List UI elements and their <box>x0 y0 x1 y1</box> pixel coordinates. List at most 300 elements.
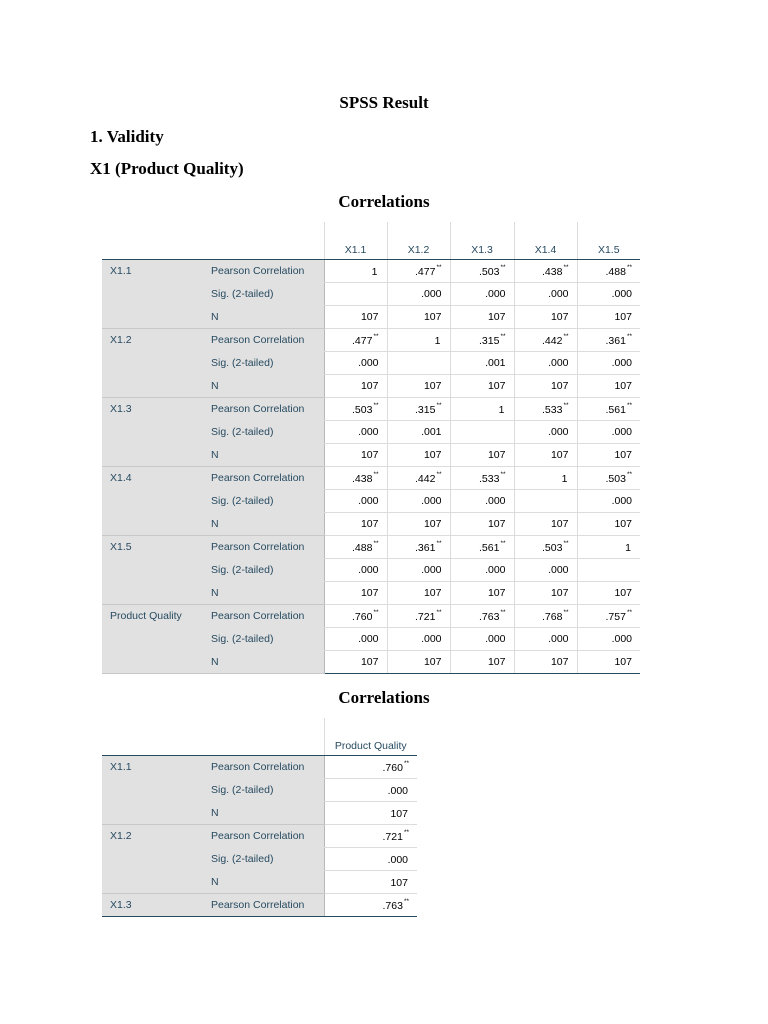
cell-value: .315 <box>415 404 436 416</box>
significance-marker: ** <box>436 402 442 409</box>
cell-value: .000 <box>548 564 569 576</box>
table-cell <box>577 352 640 375</box>
significance-marker: ** <box>500 609 506 616</box>
column-header: X1.3 <box>450 222 514 260</box>
cell-value: .438 <box>542 266 563 278</box>
cell-value: .760 <box>352 611 373 623</box>
significance-marker: ** <box>500 264 506 271</box>
table-cell <box>324 605 387 628</box>
cell-value: 107 <box>360 311 379 323</box>
significance-marker: ** <box>500 333 506 340</box>
table-row <box>102 605 640 628</box>
table-cell <box>577 283 640 306</box>
cell-value: 107 <box>614 311 632 323</box>
table-row <box>102 444 640 467</box>
table-row <box>102 756 417 779</box>
cell-value: 107 <box>614 449 632 461</box>
cell-value: .533 <box>542 404 563 416</box>
table-row <box>102 260 640 283</box>
cell-value: 107 <box>423 380 442 392</box>
cell-value: .503 <box>479 266 500 278</box>
table2-title: Correlations <box>338 688 430 707</box>
table-cell <box>577 306 640 329</box>
cell-value: .361 <box>605 335 626 347</box>
table-row <box>102 651 640 674</box>
cell-value: .442 <box>542 335 563 347</box>
significance-marker: ** <box>436 471 442 478</box>
cell-value: 107 <box>550 449 569 461</box>
cell-value: 107 <box>614 380 632 392</box>
significance-marker: ** <box>373 333 379 340</box>
cell-value: .768 <box>542 611 563 623</box>
table-cell <box>387 306 450 329</box>
table-cell <box>324 871 417 894</box>
column-header: Product Quality <box>324 718 417 756</box>
table-cell <box>324 375 387 398</box>
cell-value: .477 <box>415 266 436 278</box>
significance-marker: ** <box>403 829 409 836</box>
cell-value: 107 <box>423 656 442 668</box>
statistic-label: N <box>203 444 324 467</box>
cell-value: .000 <box>421 495 442 507</box>
table-cell <box>450 375 514 398</box>
table-cell <box>450 651 514 674</box>
section-heading: 1. Validity <box>90 127 164 146</box>
cell-value: .503 <box>605 473 626 485</box>
table-row <box>102 329 640 352</box>
significance-marker: ** <box>626 333 632 340</box>
significance-marker: ** <box>626 264 632 271</box>
cell-value: .000 <box>358 495 379 507</box>
cell-value: .503 <box>352 404 373 416</box>
row-group-label <box>102 848 203 871</box>
statistic-label: Sig. (2-tailed) <box>203 559 324 582</box>
significance-marker: ** <box>563 609 569 616</box>
table-cell <box>324 329 387 352</box>
table-cell <box>514 559 577 582</box>
table-cell <box>387 421 450 444</box>
table-cell <box>450 490 514 513</box>
table-cell <box>514 490 577 513</box>
table-cell <box>387 375 450 398</box>
cell-value: 107 <box>360 587 379 599</box>
cell-value: .561 <box>605 404 626 416</box>
table-cell <box>577 513 640 536</box>
significance-marker: ** <box>563 540 569 547</box>
table-cell <box>450 559 514 582</box>
table-cell <box>450 283 514 306</box>
table-cell <box>450 352 514 375</box>
row-group-label <box>102 352 203 375</box>
statistic-label: Sig. (2-tailed) <box>203 352 324 375</box>
cell-value: .488 <box>352 542 373 554</box>
table-cell <box>387 582 450 605</box>
row-group-label: X1.1 <box>102 756 203 779</box>
cell-value: .503 <box>542 542 563 554</box>
cell-value: 107 <box>360 656 379 668</box>
cell-value: 107 <box>550 587 569 599</box>
page-title: SPSS Result <box>339 93 429 112</box>
table-cell <box>324 444 387 467</box>
table-cell <box>387 513 450 536</box>
table-cell <box>387 605 450 628</box>
table-cell <box>324 582 387 605</box>
table-cell <box>450 513 514 536</box>
table-row <box>102 375 640 398</box>
cell-value: 107 <box>423 518 442 530</box>
cell-value: .000 <box>485 564 506 576</box>
statistic-label: Pearson Correlation <box>203 398 324 421</box>
table-cell <box>577 490 640 513</box>
cell-value: 1 <box>371 266 378 278</box>
cell-value: 107 <box>423 587 442 599</box>
table-cell <box>514 329 577 352</box>
table-cell <box>324 283 387 306</box>
cell-value: .000 <box>485 495 506 507</box>
table-row <box>102 582 640 605</box>
table-corner <box>102 222 203 260</box>
table-cell <box>387 628 450 651</box>
table-cell <box>324 513 387 536</box>
cell-value: 107 <box>487 449 506 461</box>
table-row <box>102 283 640 306</box>
cell-value: .001 <box>485 357 506 369</box>
cell-value: 1 <box>625 542 631 554</box>
table1-title: Correlations <box>338 192 430 211</box>
table-cell <box>450 628 514 651</box>
table-cell <box>577 329 640 352</box>
significance-marker: ** <box>500 471 506 478</box>
row-group-label <box>102 559 203 582</box>
row-group-label: X1.1 <box>102 260 203 283</box>
table-cell <box>387 398 450 421</box>
subsection-heading: X1 (Product Quality) <box>90 159 244 178</box>
table-row <box>102 779 417 802</box>
cell-value: .488 <box>605 266 626 278</box>
table-cell <box>324 802 417 825</box>
table-cell <box>514 536 577 559</box>
table-row <box>102 306 640 329</box>
cell-value: .000 <box>358 633 379 645</box>
table-cell <box>324 536 387 559</box>
statistic-label: Sig. (2-tailed) <box>203 628 324 651</box>
cell-value: 107 <box>614 518 632 530</box>
statistic-label: Pearson Correlation <box>203 329 324 352</box>
cell-value: 107 <box>487 380 506 392</box>
cell-value: .000 <box>611 288 632 300</box>
row-group-label <box>102 375 203 398</box>
row-group-label <box>102 444 203 467</box>
significance-marker: ** <box>373 609 379 616</box>
statistic-label: N <box>203 306 324 329</box>
cell-value: .001 <box>421 426 442 438</box>
significance-marker: ** <box>403 898 409 905</box>
table-cell <box>324 467 387 490</box>
cell-value: .000 <box>548 426 569 438</box>
table-cell <box>577 421 640 444</box>
significance-marker: ** <box>436 609 442 616</box>
table-corner <box>102 718 203 756</box>
row-group-label <box>102 582 203 605</box>
row-group-label: X1.3 <box>102 398 203 421</box>
table-row <box>102 894 417 917</box>
cell-value: .000 <box>421 288 442 300</box>
table-cell <box>387 467 450 490</box>
statistic-label: Sig. (2-tailed) <box>203 421 324 444</box>
cell-value: .000 <box>611 357 632 369</box>
table-cell <box>514 375 577 398</box>
cell-value: .757 <box>605 611 626 623</box>
row-group-label <box>102 651 203 674</box>
table-cell <box>324 421 387 444</box>
correlations-table-product-quality <box>102 718 417 917</box>
table-row <box>102 559 640 582</box>
statistic-label: Pearson Correlation <box>203 894 324 917</box>
row-group-label: X1.2 <box>102 329 203 352</box>
table-cell <box>324 628 387 651</box>
table-cell <box>387 283 450 306</box>
cell-value: .000 <box>548 357 569 369</box>
statistic-label: Pearson Correlation <box>203 605 324 628</box>
table-cell <box>450 536 514 559</box>
table-corner <box>203 718 324 756</box>
table-cell <box>450 306 514 329</box>
table-cell <box>387 536 450 559</box>
significance-marker: ** <box>373 402 379 409</box>
table-cell <box>577 628 640 651</box>
table-cell <box>387 352 450 375</box>
cell-value: 107 <box>487 311 506 323</box>
statistic-label: N <box>203 802 324 825</box>
table-cell <box>514 444 577 467</box>
cell-value: .721 <box>415 611 436 623</box>
cell-value: 107 <box>360 380 379 392</box>
table-cell <box>514 513 577 536</box>
cell-value: 107 <box>487 518 506 530</box>
cell-value: 107 <box>390 877 408 889</box>
significance-marker: ** <box>626 609 632 616</box>
cell-value: .000 <box>358 564 379 576</box>
cell-value: .442 <box>415 473 436 485</box>
cell-value: 107 <box>360 518 379 530</box>
column-header: X1.1 <box>324 222 387 260</box>
row-group-label <box>102 871 203 894</box>
cell-value: .000 <box>611 495 632 507</box>
significance-marker: ** <box>373 540 379 547</box>
table-cell <box>387 651 450 674</box>
statistic-label: N <box>203 582 324 605</box>
table-row <box>102 871 417 894</box>
statistic-label: Sig. (2-tailed) <box>203 490 324 513</box>
table-cell <box>577 559 640 582</box>
cell-value: .763 <box>479 611 500 623</box>
row-group-label <box>102 802 203 825</box>
row-group-label <box>102 779 203 802</box>
statistic-label: Pearson Correlation <box>203 260 324 283</box>
table-cell <box>387 329 450 352</box>
table-row <box>102 825 417 848</box>
significance-marker: ** <box>626 402 632 409</box>
cell-value: .361 <box>415 542 436 554</box>
table-cell <box>324 779 417 802</box>
table-cell <box>387 559 450 582</box>
table-row <box>102 352 640 375</box>
statistic-label: Pearson Correlation <box>203 536 324 559</box>
table-cell <box>324 260 387 283</box>
cell-value: .763 <box>382 900 403 912</box>
row-group-label <box>102 513 203 536</box>
significance-marker: ** <box>563 264 569 271</box>
cell-value: 1 <box>498 404 505 416</box>
cell-value: 107 <box>423 311 442 323</box>
statistic-label: Sig. (2-tailed) <box>203 848 324 871</box>
table-cell <box>450 398 514 421</box>
table-row <box>102 513 640 536</box>
cell-value: 107 <box>423 449 442 461</box>
table-cell <box>450 329 514 352</box>
table-cell <box>514 582 577 605</box>
table-cell <box>514 306 577 329</box>
table-cell <box>387 444 450 467</box>
cell-value: 107 <box>614 587 632 599</box>
statistic-label: Sig. (2-tailed) <box>203 779 324 802</box>
table-cell <box>577 536 640 559</box>
table-corner <box>203 222 324 260</box>
column-header: X1.2 <box>387 222 450 260</box>
row-group-label: X1.4 <box>102 467 203 490</box>
column-header: X1.5 <box>577 222 640 260</box>
cell-value: 107 <box>360 449 379 461</box>
table-cell <box>450 605 514 628</box>
table-cell <box>577 605 640 628</box>
cell-value: .000 <box>421 633 442 645</box>
cell-value: .000 <box>485 633 506 645</box>
table-row <box>102 398 640 421</box>
table-cell <box>324 651 387 674</box>
cell-value: .721 <box>382 831 403 843</box>
table-cell <box>450 421 514 444</box>
cell-value: 1 <box>434 335 441 347</box>
table-cell <box>577 260 640 283</box>
table-row <box>102 802 417 825</box>
table-cell <box>514 421 577 444</box>
table-cell <box>324 352 387 375</box>
table-cell <box>450 444 514 467</box>
table-cell <box>514 628 577 651</box>
statistic-label: N <box>203 375 324 398</box>
cell-value: .000 <box>485 288 506 300</box>
table-cell <box>324 894 417 917</box>
statistic-label: Sig. (2-tailed) <box>203 283 324 306</box>
significance-marker: ** <box>403 760 409 767</box>
row-group-label <box>102 628 203 651</box>
table-cell <box>450 467 514 490</box>
table-cell <box>577 444 640 467</box>
table-row <box>102 536 640 559</box>
cell-value: 107 <box>550 311 569 323</box>
table-cell <box>514 283 577 306</box>
row-group-label <box>102 490 203 513</box>
statistic-label: N <box>203 513 324 536</box>
table-cell <box>450 582 514 605</box>
cell-value: 107 <box>487 656 506 668</box>
significance-marker: ** <box>436 264 442 271</box>
significance-marker: ** <box>373 471 379 478</box>
column-header: X1.4 <box>514 222 577 260</box>
cell-value: .533 <box>479 473 500 485</box>
table-row <box>102 628 640 651</box>
table-cell <box>324 848 417 871</box>
significance-marker: ** <box>436 540 442 547</box>
table-cell <box>450 260 514 283</box>
cell-value: .000 <box>611 426 632 438</box>
cell-value: .760 <box>382 762 403 774</box>
cell-value: .438 <box>352 473 373 485</box>
table-cell <box>514 651 577 674</box>
significance-marker: ** <box>500 540 506 547</box>
table-cell <box>577 467 640 490</box>
cell-value: .000 <box>358 357 379 369</box>
cell-value: 107 <box>390 808 408 820</box>
cell-value: 107 <box>550 518 569 530</box>
statistic-label: N <box>203 651 324 674</box>
significance-marker: ** <box>563 402 569 409</box>
row-group-label <box>102 306 203 329</box>
table-cell <box>514 398 577 421</box>
cell-value: .315 <box>479 335 500 347</box>
row-group-label: X1.2 <box>102 825 203 848</box>
table-cell <box>324 398 387 421</box>
statistic-label: Pearson Correlation <box>203 756 324 779</box>
table-cell <box>514 260 577 283</box>
cell-value: .000 <box>548 633 569 645</box>
cell-value: 107 <box>614 656 632 668</box>
cell-value: .477 <box>352 335 373 347</box>
cell-value: .000 <box>387 854 408 866</box>
significance-marker: ** <box>626 471 632 478</box>
significance-marker: ** <box>563 333 569 340</box>
table-cell <box>387 490 450 513</box>
cell-value: 107 <box>550 656 569 668</box>
table-row <box>102 421 640 444</box>
statistic-label: Pearson Correlation <box>203 825 324 848</box>
cell-value: .000 <box>611 633 632 645</box>
table-cell <box>577 398 640 421</box>
row-group-label <box>102 421 203 444</box>
table-row <box>102 848 417 871</box>
table-cell <box>577 375 640 398</box>
table-cell <box>514 605 577 628</box>
cell-value: .561 <box>479 542 500 554</box>
statistic-label: N <box>203 871 324 894</box>
table-row <box>102 490 640 513</box>
cell-value: .000 <box>421 564 442 576</box>
cell-value: .000 <box>548 288 569 300</box>
cell-value: .000 <box>358 426 379 438</box>
cell-value: 107 <box>550 380 569 392</box>
table-cell <box>324 825 417 848</box>
table-row <box>102 467 640 490</box>
table-cell <box>514 352 577 375</box>
table-cell <box>324 559 387 582</box>
cell-value: 1 <box>561 473 568 485</box>
row-group-label: X1.3 <box>102 894 203 917</box>
table-cell <box>514 467 577 490</box>
table-cell <box>324 306 387 329</box>
table-cell <box>324 756 417 779</box>
table-cell <box>577 651 640 674</box>
row-group-label: X1.5 <box>102 536 203 559</box>
